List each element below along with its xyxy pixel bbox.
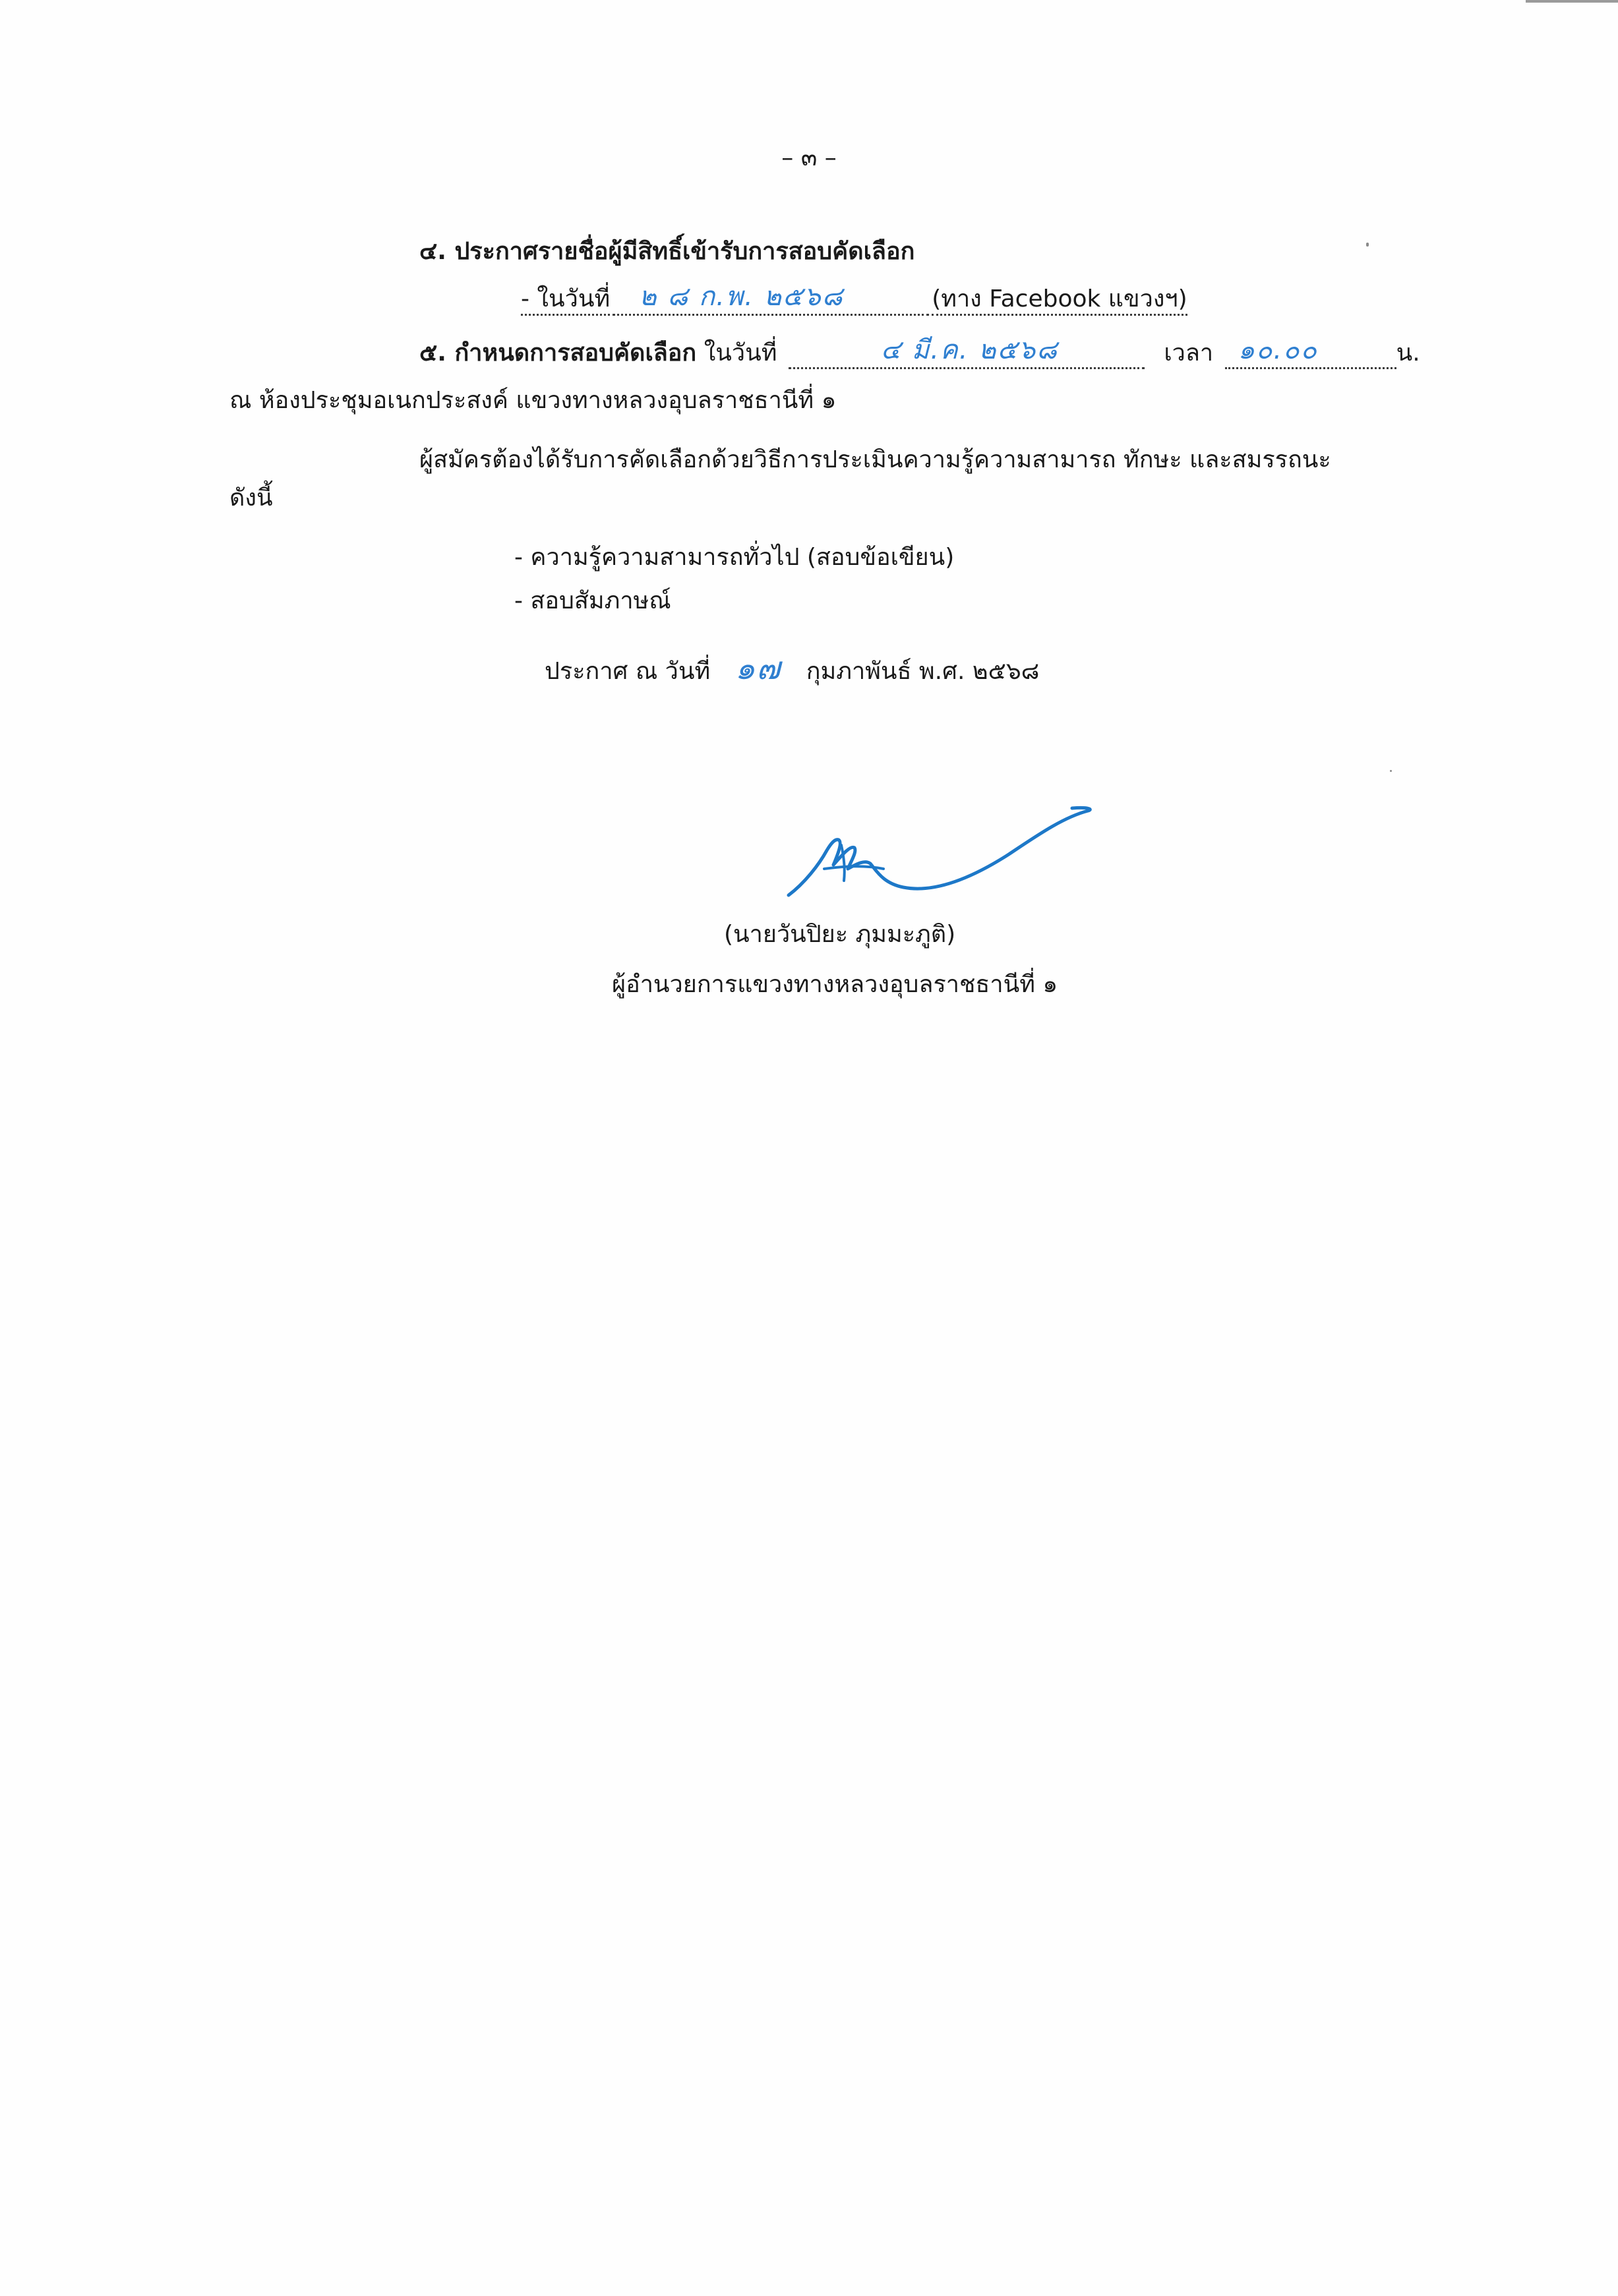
section5-time-handwritten: ๑๐.๐๐ xyxy=(1238,335,1318,365)
section4-date-field xyxy=(613,281,929,316)
assessment-intro-line2: ดังนี้ xyxy=(229,485,273,512)
assessment-item: - ความรู้ความสามารถทั่วไป (สอบข้อเขียน) xyxy=(514,544,955,571)
section4-date-prefix: - ในวันที่ xyxy=(521,285,610,316)
page-number: – ๓ – xyxy=(781,144,837,171)
section5-heading: ๕. กำหนดการสอบคัดเลือก xyxy=(419,339,697,367)
signatory-name: (นายวันปิยะ ภุมมะภูติ) xyxy=(724,921,956,948)
signatory-title: ผู้อำนวยการแขวงทางหลวงอุบลราชธานีที่ ๑ xyxy=(612,971,1058,998)
section5-line xyxy=(419,335,1420,369)
section5-time-label: เวลา xyxy=(1164,339,1214,367)
announcement-line xyxy=(545,650,1040,688)
announcement-prefix: ประกาศ ณ วันที่ xyxy=(545,658,711,685)
scan-speck xyxy=(1366,243,1369,247)
announcement-month-year: กุมภาพันธ์ พ.ศ. ๒๕๖๘ xyxy=(806,658,1040,685)
section4-heading: ๔. ประกาศรายชื่อผู้มีสิทธิ์เข้ารับการสอบคัดเลือก xyxy=(419,238,915,265)
section4-date-suffix: (ทาง Facebook แขวงฯ) xyxy=(932,285,1187,316)
section4-date-handwritten: ๒ ๘ ก.พ. ๒๕๖๘ xyxy=(639,281,844,312)
scan-edge-mark xyxy=(1526,0,1618,3)
section5-location: ณ ห้องประชุมอเนกประสงค์ แขวงทางหลวงอุบลราชธานีที่ ๑ xyxy=(229,387,837,414)
section5-time-field xyxy=(1225,335,1396,369)
section5-date-field xyxy=(789,335,1145,369)
section5-time-unit: น. xyxy=(1396,339,1420,367)
scan-speck xyxy=(1390,770,1392,772)
section5-date-handwritten: ๔ มี.ค. ๒๕๖๘ xyxy=(880,335,1059,365)
section5-date-label: ในวันที่ xyxy=(704,339,777,367)
signature-image xyxy=(778,791,1108,910)
announcement-day-handwritten: ๑๗ xyxy=(734,650,782,687)
assessment-intro-line1: ผู้สมัครต้องได้รับการคัดเลือกด้วยวิธีการประเมินความรู้ความสามารถ ทักษะ และสมรรถนะ xyxy=(419,446,1331,473)
section4-date-line xyxy=(521,283,1187,316)
assessment-item: - สอบสัมภาษณ์ xyxy=(514,587,671,614)
